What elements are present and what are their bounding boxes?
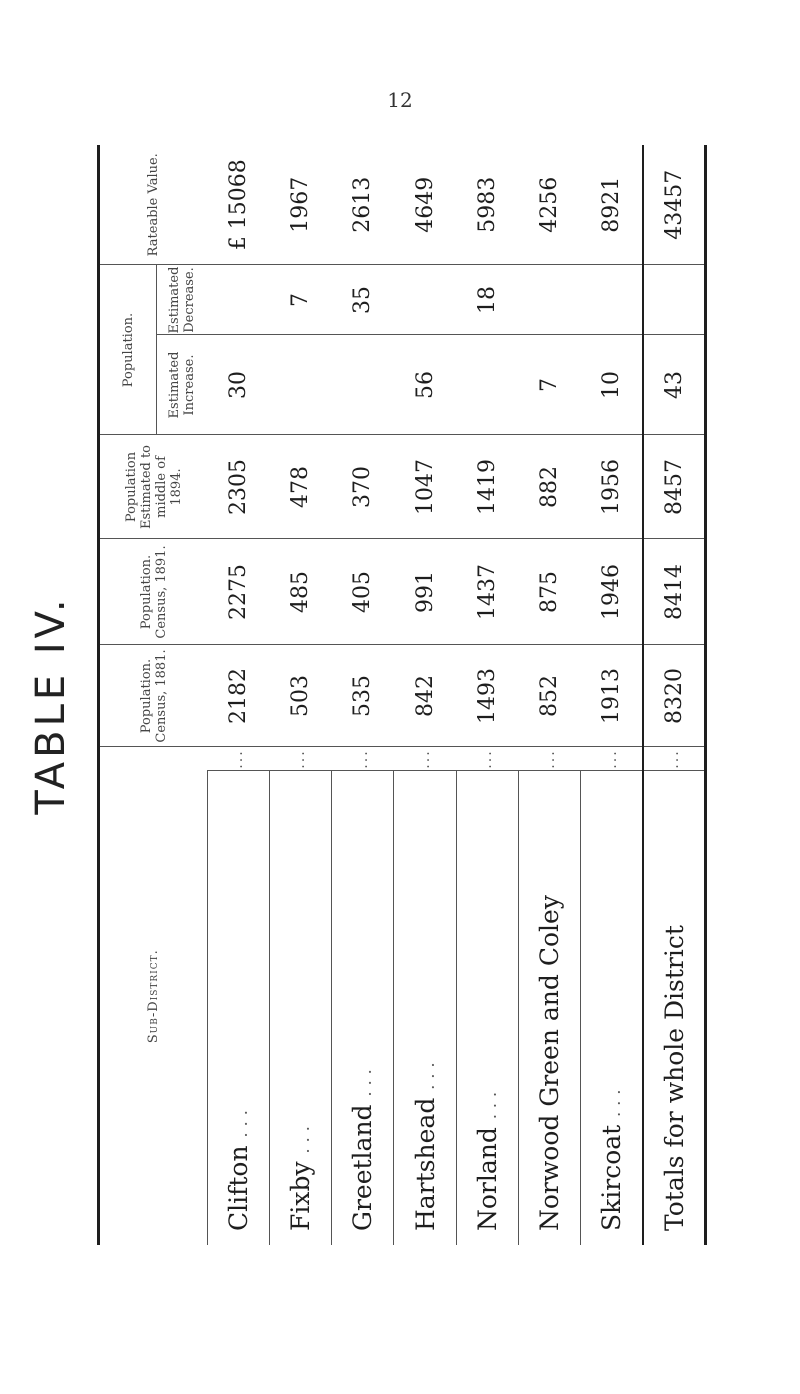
cell-pop-1891: 405	[332, 539, 394, 645]
row-name: Norwood Green and Coley	[519, 771, 581, 1245]
cell-rateable-value: 4256	[519, 145, 581, 265]
leader-dots: ...	[456, 747, 518, 771]
total-rateable-value: 43457	[643, 145, 705, 265]
cell-pop-1881: 2182	[207, 645, 269, 747]
table-row	[207, 145, 269, 1245]
cell-decrease	[394, 265, 456, 335]
cell-decrease: 35	[332, 265, 394, 335]
row-name: Norland ...	[456, 771, 518, 1245]
total-increase: 43	[643, 335, 705, 435]
cell-pop-1894: 1419	[456, 435, 518, 539]
total-pop-1881: 8320	[643, 645, 705, 747]
table-row	[332, 145, 394, 1245]
table-title	[2, 565, 100, 845]
cell-pop-1894: 370	[332, 435, 394, 539]
totals-label: Totals for whole District	[643, 771, 705, 1245]
cell-pop-1894: 1047	[394, 435, 456, 539]
cell-rateable-value: 4649	[394, 145, 456, 265]
header-decrease: Estimated Decrease.	[157, 265, 208, 335]
header-increase: Estimated Increase.	[157, 335, 208, 435]
totals-row	[643, 145, 705, 1245]
total-pop-1894: 8457	[643, 435, 705, 539]
header-population-1881: Population. Census, 1881.	[99, 645, 208, 747]
cell-increase: 10	[581, 335, 643, 435]
cell-decrease: 7	[269, 265, 331, 335]
table-stage	[97, 145, 707, 1245]
table-title-text: TABLE IV.	[28, 595, 74, 815]
table-row	[456, 145, 518, 1245]
table-row	[269, 145, 331, 1245]
row-name: Clifton ...	[207, 771, 269, 1245]
cell-rateable-value: 2613	[332, 145, 394, 265]
population-table	[97, 145, 707, 1245]
leader-dots: ...	[269, 747, 331, 771]
cell-increase	[269, 335, 331, 435]
cell-decrease	[519, 265, 581, 335]
row-name: Hartshead ...	[394, 771, 456, 1245]
leader-dots: ...	[394, 747, 456, 771]
cell-rateable-value: 5983	[456, 145, 518, 265]
cell-pop-1881: 535	[332, 645, 394, 747]
cell-pop-1881: 1913	[581, 645, 643, 747]
cell-pop-1891: 1946	[581, 539, 643, 645]
cell-decrease	[207, 265, 269, 335]
header-sub-district: Sub-District.	[145, 949, 161, 1044]
cell-pop-1894: 2305	[207, 435, 269, 539]
rotated-table-wrapper	[97, 145, 707, 1245]
header-population-1894: Population Estimated to middle of 1894.	[99, 435, 208, 539]
cell-increase	[456, 335, 518, 435]
total-pop-1891: 8414	[643, 539, 705, 645]
cell-increase: 30	[207, 335, 269, 435]
total-decrease	[643, 265, 705, 335]
cell-pop-1891: 485	[269, 539, 331, 645]
row-name: Greetland ...	[332, 771, 394, 1245]
cell-decrease: 18	[456, 265, 518, 335]
cell-pop-1891: 875	[519, 539, 581, 645]
table-row	[581, 145, 643, 1245]
cell-increase: 56	[394, 335, 456, 435]
header-rateable-value: Rateable Value.	[99, 145, 208, 265]
cell-pop-1881: 503	[269, 645, 331, 747]
cell-rateable-value: 1967	[269, 145, 331, 265]
cell-pop-1881: 1493	[456, 645, 518, 747]
cell-pop-1894: 882	[519, 435, 581, 539]
leader-dots: ...	[581, 747, 643, 771]
cell-pop-1891: 2275	[207, 539, 269, 645]
leader-dots: ...	[207, 747, 269, 771]
leader-dots: ...	[519, 747, 581, 771]
page-number: 12	[387, 88, 413, 112]
row-name: Skircoat ...	[581, 771, 643, 1245]
row-name: Fixby ...	[269, 771, 331, 1245]
cell-pop-1881: 852	[519, 645, 581, 747]
cell-pop-1891: 1437	[456, 539, 518, 645]
cell-decrease	[581, 265, 643, 335]
header-population-group: Population.	[99, 265, 157, 435]
cell-pop-1891: 991	[394, 539, 456, 645]
cell-rateable-value: £ 15068	[207, 145, 269, 265]
cell-pop-1881: 842	[394, 645, 456, 747]
leader-dots: ...	[643, 747, 705, 771]
header-population-1891: Population. Census, 1891.	[99, 539, 208, 645]
cell-rateable-value: 8921	[581, 145, 643, 265]
cell-increase: 7	[519, 335, 581, 435]
table-row	[394, 145, 456, 1245]
cell-increase	[332, 335, 394, 435]
leader-dots: ...	[332, 747, 394, 771]
cell-pop-1894: 478	[269, 435, 331, 539]
table-row	[519, 145, 581, 1245]
cell-pop-1894: 1956	[581, 435, 643, 539]
